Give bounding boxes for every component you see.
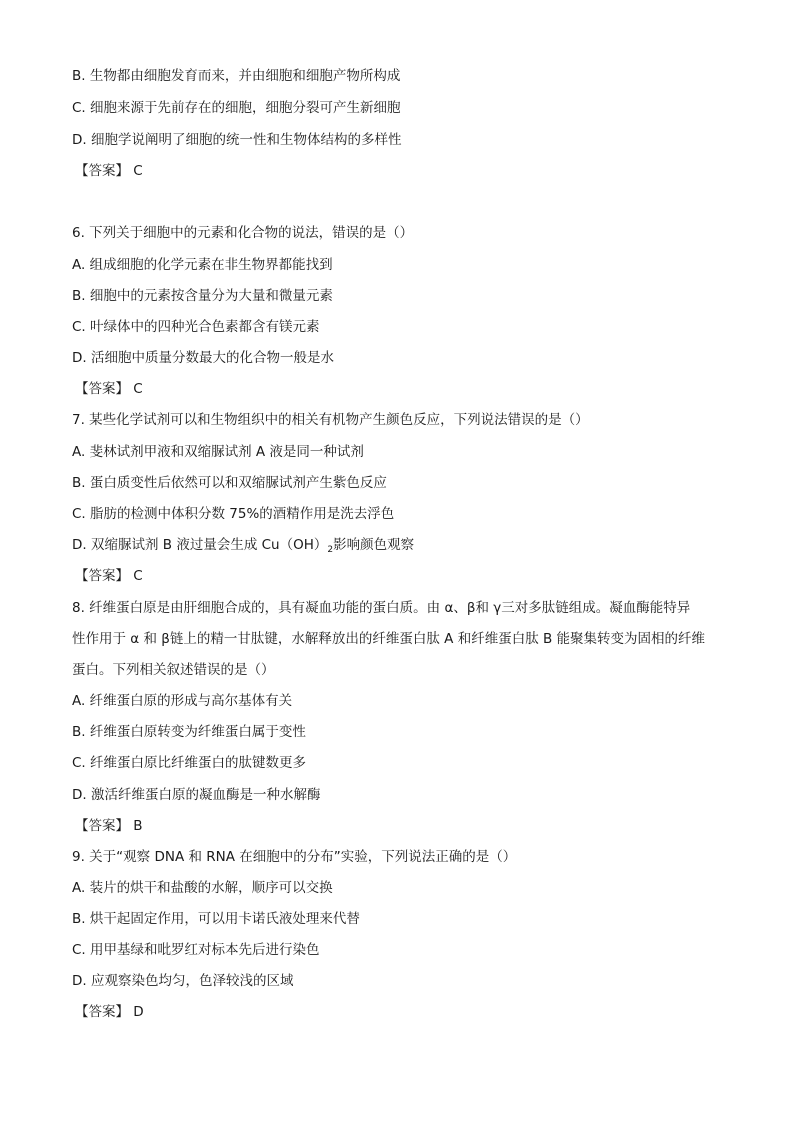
answer-label: 【答案】	[75, 568, 129, 584]
q6-answer	[75, 380, 143, 398]
q7-option-a: A. 斐林试剂甲液和双缩脲试剂 A 液是同一种试剂	[72, 444, 364, 460]
q7-option-d-text: D. 双缩脲试剂 B 液过量会生成 Cu（OH）	[72, 537, 328, 553]
q7-answer	[75, 567, 143, 585]
answer-value: C	[133, 163, 143, 179]
q9-option-b: B. 烘干起固定作用，可以用卡诺氏液处理来代替	[72, 911, 360, 927]
answer-value: B	[133, 818, 143, 834]
subscript: 2	[327, 545, 334, 555]
q8-option-a: A. 纤维蛋白原的形成与高尔基体有关	[72, 693, 293, 709]
answer-value: C	[133, 381, 143, 397]
q5-option-d: D. 细胞学说阐明了细胞的统一性和生物体结构的多样性	[72, 132, 402, 148]
q5-answer	[75, 162, 143, 180]
q7-option-b: B. 蛋白质变性后依然可以和双缩脲试剂产生紫色反应	[72, 475, 387, 491]
q6-option-c: C. 叶绿体中的四种光合色素都含有镁元素	[72, 319, 320, 335]
q9-option-c: C. 用甲基绿和吡罗红对标本先后进行染色	[72, 942, 320, 958]
answer-label: 【答案】	[75, 1004, 129, 1020]
q7-option-c: C. 脂肪的检测中体积分数 75%的酒精作用是洗去浮色	[72, 506, 395, 522]
q7-option-d-tail: 影响颜色观察	[333, 537, 415, 553]
q6-option-d: D. 活细胞中质量分数最大的化合物一般是水	[72, 350, 334, 366]
answer-value: C	[133, 568, 143, 584]
q8-stem-line-1: 8. 纤维蛋白原是由肝细胞合成的，具有凝血功能的蛋白质。由 α、β和 γ三对多肽链组成。凝血酶能特异	[72, 600, 691, 616]
q9-answer	[75, 1003, 144, 1021]
answer-value: D	[133, 1004, 144, 1020]
answer-label: 【答案】	[75, 381, 129, 397]
q5-option-b: B. 生物都由细胞发育而来，并由细胞和细胞产物所构成	[72, 68, 401, 84]
q6-option-b: B. 细胞中的元素按含量分为大量和微量元素	[72, 288, 333, 304]
q8-stem-line-2: 性作用于 α 和 β链上的精一甘肽键，水解释放出的纤维蛋白肽 A 和纤维蛋白肽 B 能聚集转变为固相的纤维	[72, 631, 706, 647]
q6-option-a: A. 组成细胞的化学元素在非生物界都能找到	[72, 257, 333, 273]
q8-option-c: C. 纤维蛋白原比纤维蛋白的肽键数更多	[72, 755, 307, 771]
q9-stem: 9. 关于“观察 DNA 和 RNA 在细胞中的分布”实验，下列说法正确的是（）	[72, 849, 517, 865]
q8-option-d: D. 激活纤维蛋白原的凝血酶是一种水解酶	[72, 787, 321, 803]
q9-option-a: A. 装片的烘干和盐酸的水解，顺序可以交换	[72, 880, 333, 896]
q7-stem: 7. 某些化学试剂可以和生物组织中的相关有机物产生颜色反应，下列说法错误的是（）	[72, 412, 589, 428]
answer-label: 【答案】	[75, 818, 129, 834]
answer-label: 【答案】	[75, 163, 129, 179]
q6-stem: 6. 下列关于细胞中的元素和化合物的说法，错误的是（）	[72, 225, 414, 241]
q8-answer	[75, 817, 143, 835]
q5-option-c: C. 细胞来源于先前存在的细胞，细胞分裂可产生新细胞	[72, 100, 401, 116]
q7-option-d	[72, 536, 414, 559]
q8-option-b: B. 纤维蛋白原转变为纤维蛋白属于变性	[72, 724, 306, 740]
q8-stem-line-3: 蛋白。下列相关叙述错误的是（）	[72, 662, 275, 678]
q9-option-d: D. 应观察染色均匀，色泽较浅的区域	[72, 973, 294, 989]
